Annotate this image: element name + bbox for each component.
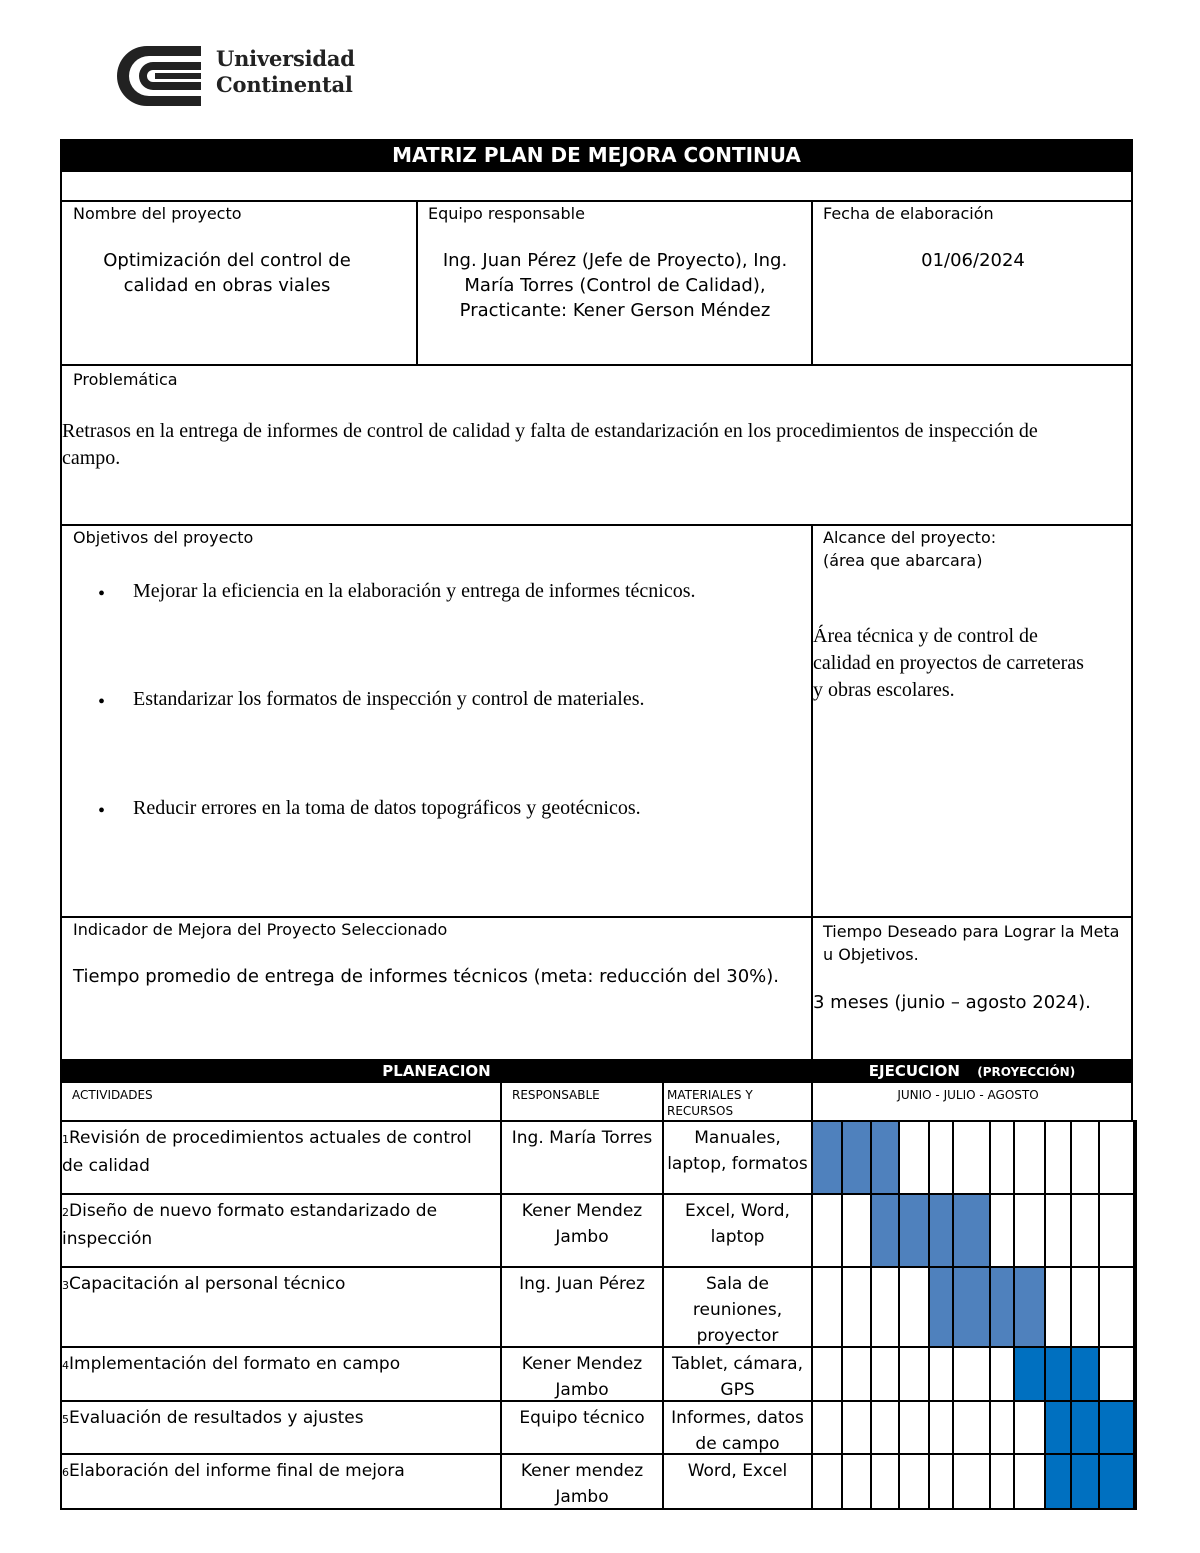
scope-label: Alcance del proyecto: bbox=[823, 528, 997, 547]
col-activities-label: ACTIVIDADES bbox=[72, 1088, 153, 1102]
activity-text: Diseño de nuevo formato estandarizado de inspección bbox=[62, 1201, 438, 1249]
col-period-header bbox=[811, 1081, 1133, 1122]
gantt-week-cell bbox=[811, 1120, 843, 1195]
responsible-text: Kener Mendez Jambo bbox=[521, 1201, 643, 1247]
activity-cell bbox=[60, 1346, 502, 1402]
execution-header bbox=[811, 1059, 1133, 1083]
gantt-week-cell bbox=[898, 1400, 930, 1455]
objective-bullet-3: • bbox=[98, 800, 106, 822]
date-cell bbox=[811, 200, 1133, 366]
activity-text: Elaboración del informe final de mejora bbox=[69, 1461, 405, 1481]
materials-cell bbox=[662, 1400, 813, 1455]
activity-cell bbox=[60, 1120, 502, 1195]
materials-cell bbox=[662, 1346, 813, 1402]
objective-item: Estandarizar los formatos de inspección y control de materiales. bbox=[133, 688, 645, 710]
scope-cell bbox=[811, 524, 1133, 918]
materials-text: Informes, datos de campo bbox=[671, 1408, 804, 1454]
activity-text: Evaluación de resultados y ajustes bbox=[69, 1408, 364, 1428]
activity-number: 6 bbox=[62, 1466, 69, 1479]
materials-cell bbox=[662, 1453, 813, 1510]
indicator-label: Indicador de Mejora del Proyecto Seleccionado bbox=[73, 920, 448, 939]
gantt-week-cell bbox=[1070, 1346, 1100, 1402]
gantt-week-cell bbox=[811, 1400, 843, 1455]
activity-text: Capacitación al personal técnico bbox=[69, 1274, 346, 1294]
materials-cell bbox=[662, 1120, 813, 1195]
gantt-week-cell bbox=[989, 1346, 1015, 1402]
planning-header: PLANEACION bbox=[60, 1059, 813, 1083]
gantt-week-cell bbox=[870, 1346, 900, 1402]
responsible-text: Kener mendez Jambo bbox=[520, 1461, 644, 1507]
objective-bullet-2: • bbox=[98, 691, 106, 713]
gantt-week-cell bbox=[1044, 1193, 1072, 1268]
project-name-value: Optimización del control de calidad en obras viales bbox=[103, 250, 351, 296]
gantt-week-cell bbox=[1070, 1453, 1100, 1510]
gantt-week-cell bbox=[952, 1120, 991, 1195]
university-name bbox=[216, 46, 355, 98]
problem-cell bbox=[60, 364, 1133, 526]
gantt-week-cell bbox=[841, 1266, 872, 1348]
problem-text: Retrasos en la entrega de informes de control de calidad y falta de estandarización en los procedimientos de inspección de campo. bbox=[62, 420, 1038, 469]
col-responsible-label: RESPONSABLE bbox=[512, 1088, 600, 1102]
gantt-week-cell bbox=[898, 1346, 930, 1402]
responsible-cell bbox=[500, 1346, 664, 1402]
gantt-week-cell bbox=[1013, 1120, 1046, 1195]
gantt-week-cell bbox=[870, 1400, 900, 1455]
gantt-week-cell bbox=[1098, 1266, 1135, 1348]
gantt-week-cell bbox=[898, 1266, 930, 1348]
indicator-cell bbox=[60, 916, 813, 1061]
materials-text: Manuales, laptop, formatos bbox=[667, 1128, 808, 1174]
materials-text: Tablet, cámara, GPS bbox=[672, 1354, 803, 1400]
gantt-week-cell bbox=[952, 1400, 991, 1455]
gantt-week-cell bbox=[989, 1193, 1015, 1268]
gantt-week-cell bbox=[1133, 1453, 1137, 1510]
gantt-week-cell bbox=[841, 1453, 872, 1510]
responsible-cell bbox=[500, 1120, 664, 1195]
gantt-week-cell bbox=[928, 1120, 954, 1195]
gantt-week-cell bbox=[811, 1453, 843, 1510]
gantt-week-cell bbox=[1098, 1193, 1135, 1268]
gantt-week-cell bbox=[928, 1266, 954, 1348]
objectives-label: Objetivos del proyecto bbox=[73, 528, 254, 547]
gantt-week-cell bbox=[1013, 1346, 1046, 1402]
spacer-row bbox=[60, 170, 1133, 202]
logo-line-1: Universidad bbox=[216, 46, 355, 71]
gantt-week-cell bbox=[841, 1400, 872, 1455]
gantt-week-cell bbox=[952, 1266, 991, 1348]
col-materials-label: MATERIALES Y RECURSOS bbox=[667, 1088, 753, 1118]
activity-number: 1 bbox=[62, 1133, 69, 1146]
gantt-week-cell bbox=[952, 1453, 991, 1510]
materials-cell bbox=[662, 1193, 813, 1268]
responsible-cell bbox=[500, 1400, 664, 1455]
scope-text: Área técnica y de control de calidad en proyectos de carreteras y obras escolares. bbox=[813, 625, 1084, 701]
activity-cell bbox=[60, 1400, 502, 1455]
materials-text: Word, Excel bbox=[687, 1461, 788, 1481]
activity-number: 5 bbox=[62, 1413, 69, 1426]
gantt-week-cell bbox=[1013, 1400, 1046, 1455]
objective-item: Reducir errores en la toma de datos topográficos y geotécnicos. bbox=[133, 797, 641, 819]
objectives-cell bbox=[60, 524, 813, 918]
responsible-text: Kener Mendez Jambo bbox=[521, 1354, 643, 1400]
gantt-week-cell bbox=[898, 1120, 930, 1195]
activity-number: 3 bbox=[62, 1279, 69, 1292]
col-materials-header bbox=[662, 1081, 813, 1122]
execution-label: EJECUCION bbox=[868, 1062, 960, 1080]
gantt-week-cell bbox=[898, 1193, 930, 1268]
gantt-week-cell bbox=[870, 1453, 900, 1510]
logo-line-2: Continental bbox=[216, 72, 353, 97]
gantt-week-cell bbox=[811, 1193, 843, 1268]
materials-cell bbox=[662, 1266, 813, 1348]
gantt-week-cell bbox=[1133, 1193, 1137, 1268]
gantt-week-cell bbox=[928, 1346, 954, 1402]
scope-sublabel: (área que abarcara) bbox=[823, 551, 983, 570]
project-name-cell bbox=[60, 200, 418, 366]
gantt-week-cell bbox=[1070, 1193, 1100, 1268]
gantt-week-cell bbox=[1098, 1453, 1135, 1510]
activity-text: Implementación del formato en campo bbox=[69, 1354, 401, 1374]
team-label: Equipo responsable bbox=[428, 204, 585, 223]
activity-text: Revisión de procedimientos actuales de control de calidad bbox=[62, 1128, 472, 1176]
gantt-week-cell bbox=[841, 1120, 872, 1195]
gantt-week-cell bbox=[1098, 1346, 1135, 1402]
activity-number: 2 bbox=[62, 1206, 69, 1219]
gantt-week-cell bbox=[1070, 1120, 1100, 1195]
gantt-week-cell bbox=[989, 1453, 1015, 1510]
col-activities-header bbox=[60, 1081, 502, 1122]
team-cell bbox=[416, 200, 813, 366]
gantt-week-cell bbox=[1070, 1400, 1100, 1455]
gantt-week-cell bbox=[1013, 1266, 1046, 1348]
gantt-week-cell bbox=[1098, 1120, 1135, 1195]
gantt-week-cell bbox=[952, 1346, 991, 1402]
date-value: 01/06/2024 bbox=[921, 250, 1025, 271]
materials-text: Sala de reuniones, proyector bbox=[692, 1274, 783, 1346]
col-responsible-header bbox=[500, 1081, 664, 1122]
gantt-week-cell bbox=[841, 1193, 872, 1268]
gantt-week-cell bbox=[1098, 1400, 1135, 1455]
university-emblem-icon bbox=[113, 42, 205, 110]
responsible-text: Ing. Juan Pérez bbox=[519, 1274, 645, 1294]
gantt-week-cell bbox=[1133, 1346, 1137, 1402]
materials-text: Excel, Word, laptop bbox=[685, 1201, 790, 1247]
responsible-cell bbox=[500, 1453, 664, 1510]
gantt-week-cell bbox=[989, 1266, 1015, 1348]
objective-item: Mejorar la eficiencia en la elaboración y entrega de informes técnicos. bbox=[133, 580, 696, 602]
responsible-cell bbox=[500, 1193, 664, 1268]
gantt-week-cell bbox=[928, 1400, 954, 1455]
improvement-plan-matrix bbox=[60, 139, 1133, 1510]
gantt-week-cell bbox=[1044, 1400, 1072, 1455]
gantt-week-cell bbox=[1044, 1346, 1072, 1402]
gantt-week-cell bbox=[1013, 1453, 1046, 1510]
gantt-week-cell bbox=[841, 1346, 872, 1402]
gantt-week-cell bbox=[1013, 1193, 1046, 1268]
col-period-label: JUNIO - JULIO - AGOSTO bbox=[897, 1088, 1039, 1102]
time-label: Tiempo Deseado para Lograr la Meta u Objetivos. bbox=[823, 922, 1120, 964]
activity-cell bbox=[60, 1453, 502, 1510]
activity-cell bbox=[60, 1193, 502, 1268]
gantt-week-cell bbox=[898, 1453, 930, 1510]
gantt-week-cell bbox=[1044, 1453, 1072, 1510]
time-cell bbox=[811, 916, 1133, 1061]
gantt-week-cell bbox=[870, 1193, 900, 1268]
gantt-week-cell bbox=[870, 1120, 900, 1195]
responsible-text: Ing. María Torres bbox=[511, 1128, 653, 1148]
matrix-title: MATRIZ PLAN DE MEJORA CONTINUA bbox=[60, 139, 1133, 172]
time-text: 3 meses (junio – agosto 2024). bbox=[813, 992, 1091, 1013]
execution-sublabel: (PROYECCIÓN) bbox=[977, 1065, 1076, 1079]
responsible-cell bbox=[500, 1266, 664, 1348]
gantt-week-cell bbox=[1133, 1400, 1137, 1455]
gantt-week-cell bbox=[1133, 1120, 1137, 1195]
date-label: Fecha de elaboración bbox=[823, 204, 994, 223]
gantt-week-cell bbox=[989, 1400, 1015, 1455]
gantt-week-cell bbox=[928, 1453, 954, 1510]
activity-cell bbox=[60, 1266, 502, 1348]
gantt-week-cell bbox=[1044, 1120, 1072, 1195]
activity-number: 4 bbox=[62, 1359, 69, 1372]
gantt-week-cell bbox=[1070, 1266, 1100, 1348]
gantt-week-cell bbox=[952, 1193, 991, 1268]
gantt-week-cell bbox=[811, 1266, 843, 1348]
university-logo bbox=[113, 42, 363, 110]
problem-label: Problemática bbox=[73, 370, 178, 389]
objective-bullet-1: • bbox=[98, 583, 106, 605]
team-value: Ing. Juan Pérez (Jefe de Proyecto), Ing. María Torres (Control de Calidad), Practicante: Kener Gerson Méndez bbox=[442, 250, 788, 321]
gantt-week-cell bbox=[1133, 1266, 1137, 1348]
project-name-label: Nombre del proyecto bbox=[73, 204, 242, 223]
gantt-week-cell bbox=[811, 1346, 843, 1402]
gantt-week-cell bbox=[989, 1120, 1015, 1195]
indicator-text: Tiempo promedio de entrega de informes técnicos (meta: reducción del 30%). bbox=[73, 966, 779, 987]
gantt-week-cell bbox=[870, 1266, 900, 1348]
gantt-week-cell bbox=[1044, 1266, 1072, 1348]
gantt-week-cell bbox=[928, 1193, 954, 1268]
responsible-text: Equipo técnico bbox=[519, 1408, 645, 1428]
